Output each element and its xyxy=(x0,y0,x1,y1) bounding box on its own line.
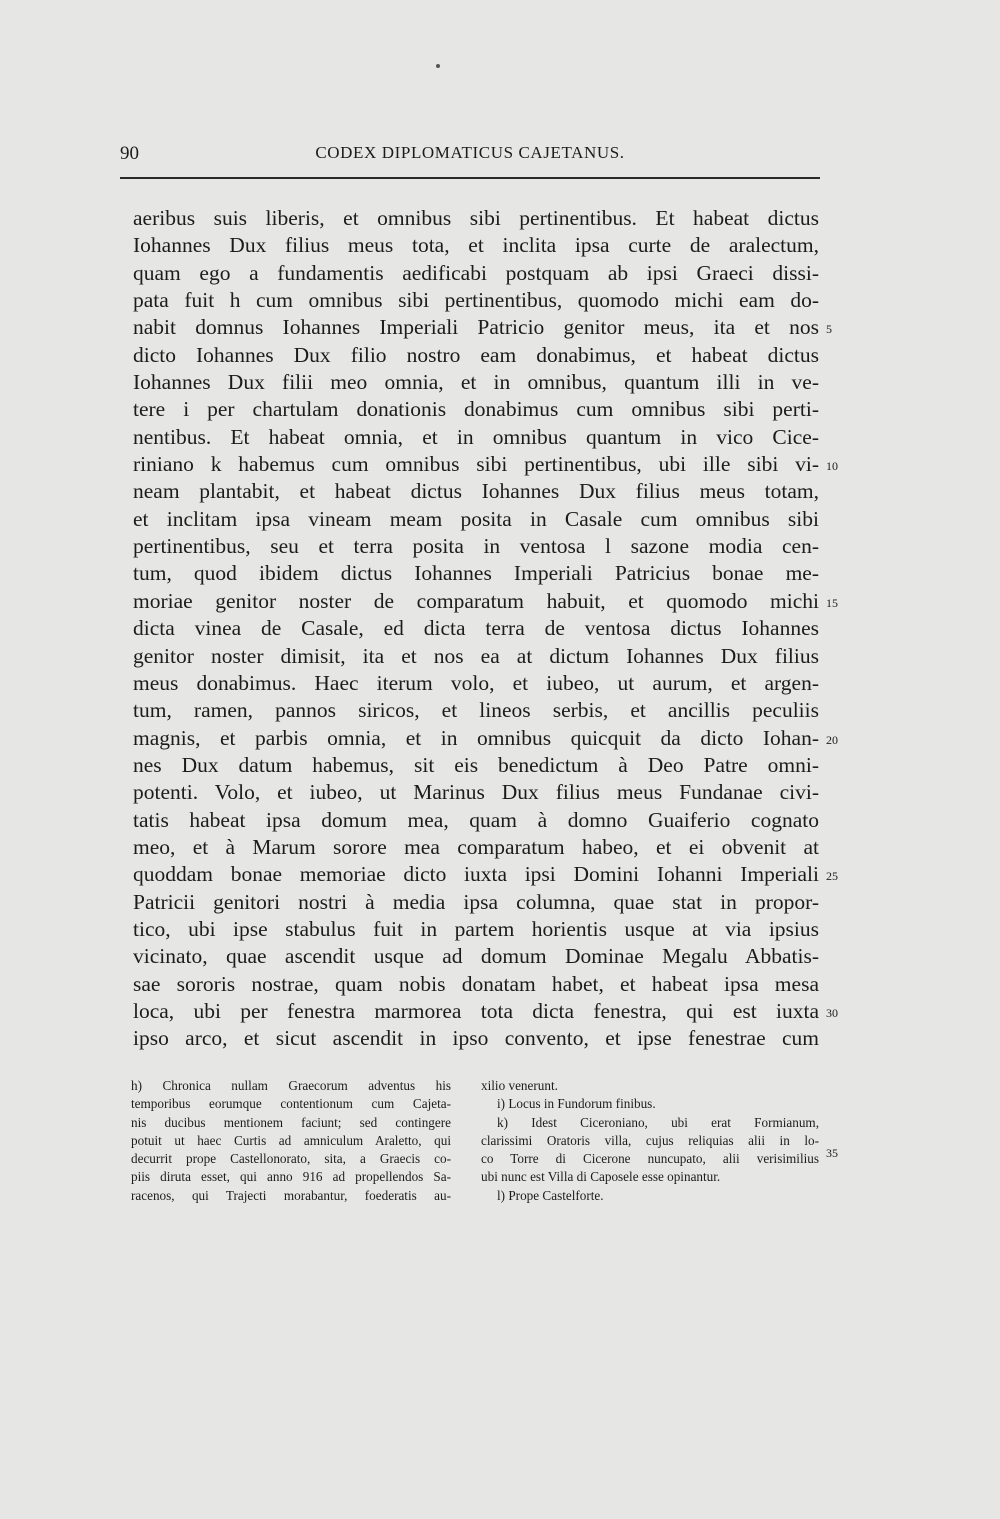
main-text xyxy=(133,205,819,1053)
line-number: 20 xyxy=(826,732,838,747)
footnote-line: nis ducibus mentionem faciunt; sed contingere xyxy=(131,1114,451,1130)
text-line: tum, ramen, pannos siricos, et lineos serbis, et ancillis peculiis xyxy=(133,698,819,723)
text-line: loca, ubi per fenestra marmorea tota dicta fenestra, qui est iuxta xyxy=(133,998,819,1023)
ink-speck xyxy=(436,64,440,68)
footnotes-left-column xyxy=(131,1077,451,1205)
footnote-line: racenos, qui Trajecti morabantur, foederatis au- xyxy=(131,1187,451,1203)
text-line: et inclitam ipsa vineam meam posita in Casale cum omnibus sibi xyxy=(133,506,819,531)
text-line: genitor noster dimisit, ita et nos ea at dictum Iohannes Dux filius xyxy=(133,643,819,668)
text-line: dicto Iohannes Dux filio nostro eam donabimus, et habeat dictus xyxy=(133,342,819,367)
line-number: 10 xyxy=(826,459,838,474)
page-header xyxy=(120,143,820,169)
footnote-line: ubi nunc est Villa di Caposele esse opinantur. xyxy=(481,1169,721,1185)
footnote-line: i) Locus in Fundorum finibus. xyxy=(497,1096,656,1112)
text-line: tatis habeat ipsa domum mea, quam à domno Guaiferio cognato xyxy=(133,807,819,832)
footnote-line: xilio venerunt. xyxy=(481,1078,558,1093)
text-line: sae sororis nostrae, quam nobis donatam habet, et habeat ipsa mesa xyxy=(133,971,819,996)
text-line: neam plantabit, et habeat dictus Iohannes Dux filius meus totam, xyxy=(133,479,819,504)
footnote-line: decurrit prope Castellonorato, sita, a Graecis co- xyxy=(131,1151,451,1167)
line-number: 25 xyxy=(826,869,838,884)
text-line: riniano k habemus cum omnibus sibi pertinentibus, ubi ille sibi vi- xyxy=(133,452,819,477)
text-line: Patricii genitori nostri à media ipsa columna, quae stat in propor- xyxy=(133,889,819,914)
text-line: pata fuit h cum omnibus sibi pertinentibus, quomodo michi eam do- xyxy=(133,288,819,313)
text-line: quoddam bonae memoriae dicto iuxta ipsi Domini Iohanni Imperiali xyxy=(133,862,819,887)
footnote-line: temporibus eorumque contentionum cum Cajeta- xyxy=(131,1096,451,1112)
text-line: quam ego a fundamentis aedificabi postquam ab ipsi Graeci dissi- xyxy=(133,260,819,285)
line-number: 30 xyxy=(826,1006,838,1021)
text-line: nabit domnus Iohannes Imperiali Patricio genitor meus, ita et nos xyxy=(133,315,819,340)
footnote-line: l) Prope Castelforte. xyxy=(497,1187,604,1203)
text-line: Iohannes Dux filius meus tota, et inclita ipsa curte de aralectum, xyxy=(133,233,819,258)
header-rule xyxy=(120,177,820,179)
footnote-line: piis diruta esset, qui anno 916 ad propellendos Sa- xyxy=(131,1169,451,1185)
text-line: nes Dux datum habemus, sit eis benedictum à Deo Patre omni- xyxy=(133,752,819,777)
footnote-line: h) Chronica nullam Graecorum adventus his xyxy=(131,1078,451,1093)
text-line: nentibus. Et habeat omnia, et in omnibus quantum in vico Cice- xyxy=(133,424,819,449)
text-line: magnis, et parbis omnia, et in omnibus quicquit da dicto Iohan- xyxy=(133,725,819,750)
text-line: aeribus suis liberis, et omnibus sibi pertinentibus. Et habeat dictus xyxy=(133,206,819,230)
text-line: tere i per chartulam donationis donabimus cum omnibus sibi perti- xyxy=(133,397,819,422)
text-line: vicinato, quae ascendit usque ad domum Dominae Megalu Abbatis- xyxy=(133,944,819,969)
line-number: 35 xyxy=(826,1146,838,1160)
line-number: 5 xyxy=(826,322,832,337)
text-line: pertinentibus, seu et terra posita in ventosa l sazone modia cen- xyxy=(133,534,819,559)
footnote-line: potuit ut haec Curtis ad amniculum Araletto, qui xyxy=(131,1132,451,1148)
text-line: tico, ubi ipse stabulus fuit in partem horientis usque at via ipsius xyxy=(133,916,819,941)
text-line: tum, quod ibidem dictus Iohannes Imperiali Patricius bonae me- xyxy=(133,561,819,586)
footnote-line: clarissimi Oratoris villa, cujus reliquias alii in lo- xyxy=(481,1132,819,1148)
text-line: moriae genitor noster de comparatum habuit, et quomodo michi xyxy=(133,588,819,613)
running-title: CODEX DIPLOMATICUS CAJETANUS. xyxy=(315,143,625,162)
text-line: potenti. Volo, et iubeo, ut Marinus Dux filius meus Fundanae civi- xyxy=(133,780,819,805)
line-number: 15 xyxy=(826,595,838,610)
text-line: ipso arco, et sicut ascendit in ipso convento, et ipse fenestrae cum xyxy=(133,1026,819,1051)
footnote-line: co Torre di Cicerone nuncupato, alii verisimilius xyxy=(481,1151,819,1167)
footnotes-right-column xyxy=(481,1077,819,1205)
text-line: meus donabimus. Haec iterum volo, et iubeo, ut aurum, et argen- xyxy=(133,670,819,695)
footnote-line: k) Idest Ciceroniano, ubi erat Formianum, xyxy=(497,1114,819,1130)
text-line: meo, et à Marum sorore mea comparatum habeo, et ei obvenit at xyxy=(133,834,819,859)
page-number: 90 xyxy=(120,143,139,164)
text-line: Iohannes Dux filii meo omnia, et in omnibus, quantum illi in ve- xyxy=(133,370,819,395)
text-line: dicta vinea de Casale, ed dicta terra de ventosa dictus Iohannes xyxy=(133,616,819,641)
